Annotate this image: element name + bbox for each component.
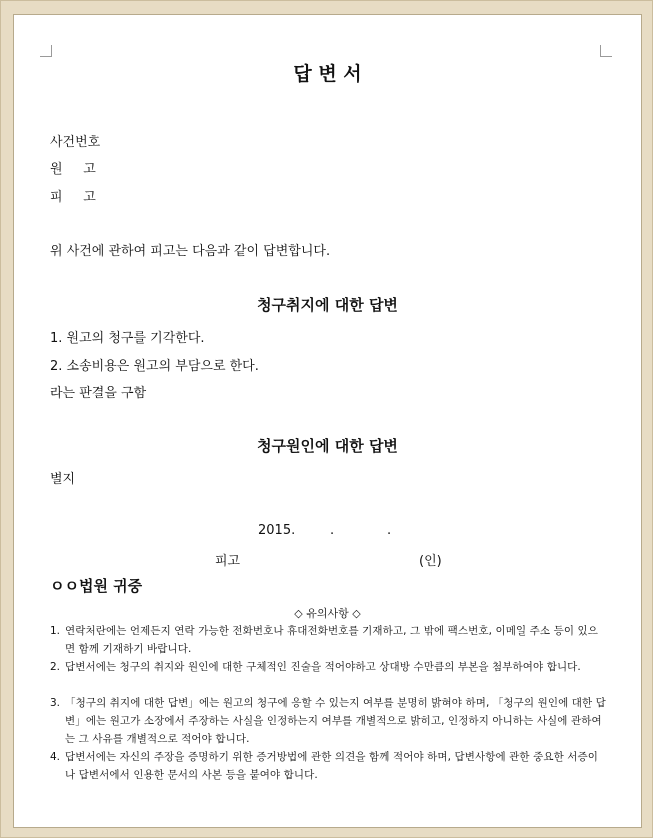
note-text: 답변서에는 청구의 취지와 원인에 대한 구체적인 진술을 적어야하고 상대방 수만큼의 부본을 첨부하여야 합니다. <box>65 661 581 673</box>
note-number: 2. <box>50 661 61 673</box>
note-text: 답변서에는 자신의 주장을 증명하기 위한 증거방법에 관한 의견을 함께 적어야 하며, 답변사항에 관한 중요한 서증이나 답변서에서 인용한 문서의 사본 등을 붙여야 합니다. <box>65 751 598 781</box>
date-day-dot: . <box>387 523 392 538</box>
notes-title: ◇ 유의사항 ◇ <box>294 607 361 620</box>
section-heading-claim-purpose: 청구취지에 대한 답변 <box>257 296 398 314</box>
note-item <box>50 622 606 658</box>
note-number: 1. <box>50 625 61 637</box>
note-text: 연락처란에는 언제든지 연락 가능한 전화번호나 휴대전화번호를 기재하고, 그 밖에 팩스번호, 이메일 주소 등이 있으면 함께 기재하기 바랍니다. <box>65 625 598 655</box>
signature-label: 피고 <box>215 554 241 569</box>
claim-item-2: 2. 소송비용은 원고의 부담으로 한다. <box>50 359 259 374</box>
note-number: 3. <box>50 697 61 709</box>
claim-closing: 라는 판결을 구함 <box>50 386 147 401</box>
court-addressee: ㅇㅇ법원 귀중 <box>50 577 143 595</box>
attachment-label: 별지 <box>50 472 76 487</box>
note-item <box>50 748 606 784</box>
defendant-label: 피 고 <box>50 190 96 205</box>
document-page <box>13 14 642 828</box>
intro-text: 위 사건에 관하여 피고는 다음과 같이 답변합니다. <box>50 244 331 259</box>
section-heading-claim-cause: 청구원인에 대한 답변 <box>257 437 398 455</box>
margin-corner-top-left <box>40 45 52 57</box>
claim-item-1: 1. 원고의 청구를 기각한다. <box>50 331 205 346</box>
date-year: 2015. <box>258 523 296 538</box>
margin-corner-top-right <box>600 45 612 57</box>
date-month-dot: . <box>330 523 335 538</box>
note-number: 4. <box>50 751 61 763</box>
note-text: 「청구의 취지에 대한 답변」에는 원고의 청구에 응할 수 있는지 여부를 분명히 밝혀야 하며, 「청구의 원인에 대한 답변」에는 원고가 소장에서 주장하는 사실을 인정하는지 여부를 개별적으로 밝히고, 인정하지 아니하는 사실에 관하여는 그 사유를 개별적으로 적어야 합니다. <box>65 697 606 745</box>
document-title: 답 변 서 <box>293 63 362 85</box>
case-number-label: 사건번호 <box>50 135 101 150</box>
plaintiff-label: 원 고 <box>50 162 96 177</box>
seal-mark: (인) <box>419 554 442 569</box>
note-item <box>50 694 606 748</box>
note-item <box>50 658 606 676</box>
